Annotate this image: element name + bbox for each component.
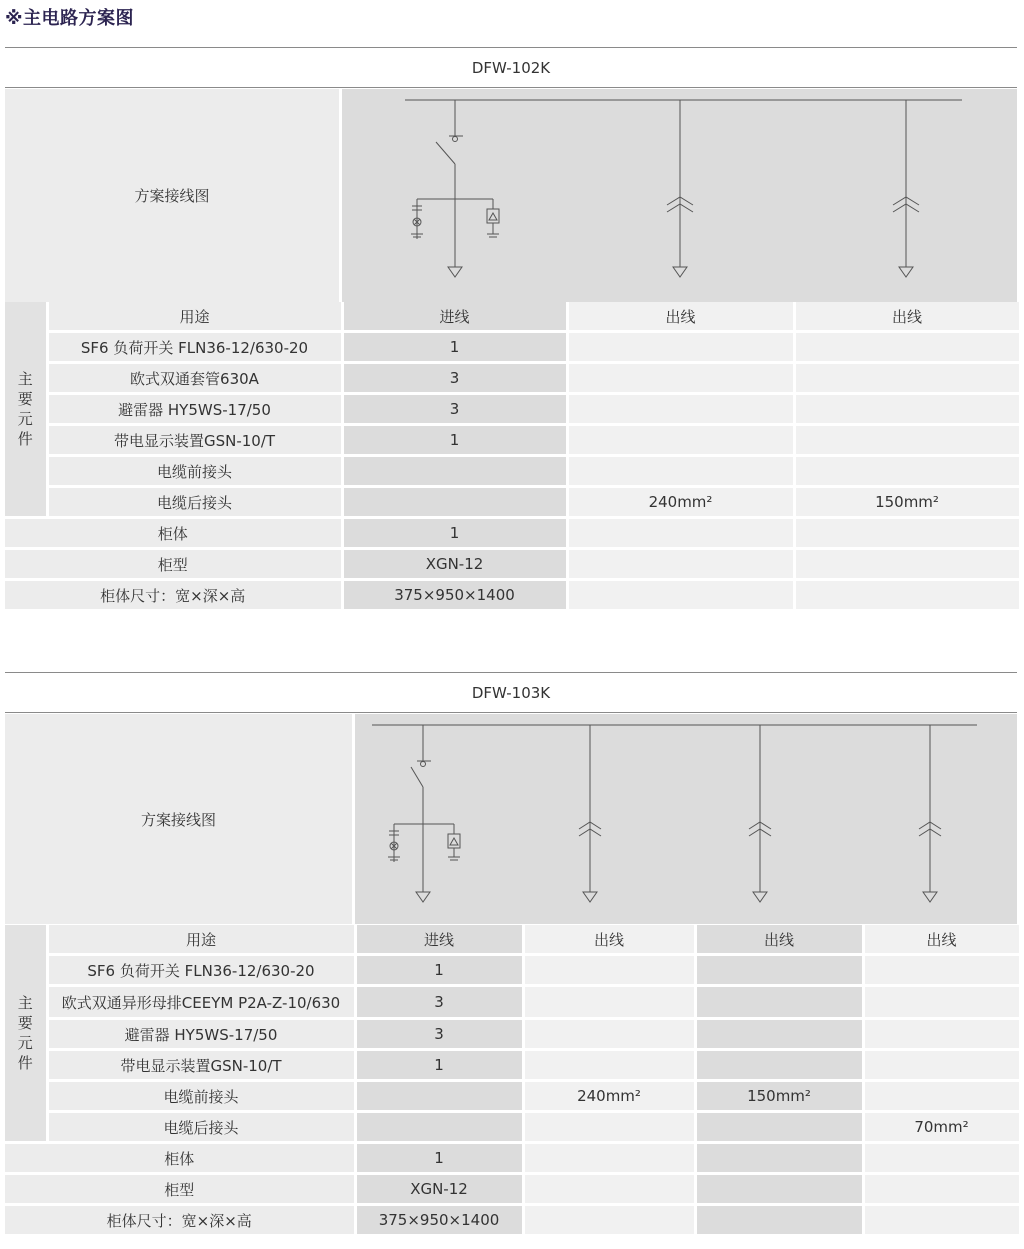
cell bbox=[567, 363, 794, 394]
cell bbox=[794, 332, 1020, 363]
row-label: 欧式双通异形母排CEEYM P2A-Z-10/630 bbox=[47, 986, 355, 1019]
incoming-feeder bbox=[388, 725, 460, 902]
cell: 240mm² bbox=[523, 1081, 695, 1112]
cell bbox=[863, 1143, 1020, 1174]
header-cell: 出线 bbox=[863, 925, 1020, 955]
model-rule bbox=[5, 712, 1017, 713]
cell bbox=[523, 1174, 695, 1205]
cell: 375×950×1400 bbox=[342, 580, 567, 611]
cell bbox=[794, 456, 1020, 487]
scheme-block-dfw-102k bbox=[5, 47, 1017, 613]
cell bbox=[863, 1019, 1020, 1050]
table-row bbox=[5, 955, 1020, 986]
cell bbox=[863, 986, 1020, 1019]
row-label: 电缆后接头 bbox=[47, 1112, 355, 1143]
cell bbox=[342, 487, 567, 518]
cell bbox=[863, 1205, 1020, 1236]
cell: 3 bbox=[342, 363, 567, 394]
cell bbox=[523, 1112, 695, 1143]
cell bbox=[523, 1143, 695, 1174]
header-cell: 用途 bbox=[47, 302, 342, 332]
cell bbox=[523, 986, 695, 1019]
group-label-cell bbox=[5, 925, 47, 1143]
cell bbox=[794, 394, 1020, 425]
row-label: 电缆前接头 bbox=[47, 456, 342, 487]
table-row bbox=[5, 925, 1020, 955]
table-row bbox=[5, 487, 1020, 518]
cell bbox=[567, 456, 794, 487]
cell: 1 bbox=[355, 955, 523, 986]
cell: 1 bbox=[342, 332, 567, 363]
table-row bbox=[5, 1112, 1020, 1143]
cell bbox=[695, 986, 863, 1019]
table-row bbox=[5, 363, 1020, 394]
diagram-label: 方案接线图 bbox=[5, 714, 352, 924]
row-label: 柜体尺寸：宽×深×高 bbox=[5, 1205, 355, 1236]
wiring-diagram-svg bbox=[355, 714, 1017, 924]
page-heading: ※主电路方案图 bbox=[5, 8, 134, 29]
cell bbox=[567, 332, 794, 363]
outgoing-feeder-2 bbox=[749, 725, 771, 902]
cell: 3 bbox=[342, 394, 567, 425]
cell: 1 bbox=[342, 518, 567, 549]
header-cell: 出线 bbox=[567, 302, 794, 332]
cell bbox=[794, 580, 1020, 611]
model-title: DFW-102K bbox=[471, 59, 551, 77]
outgoing-feeder-2 bbox=[893, 100, 919, 277]
cell: 1 bbox=[355, 1143, 523, 1174]
cell: 3 bbox=[355, 986, 523, 1019]
header-cell: 用途 bbox=[47, 925, 355, 955]
cell: 375×950×1400 bbox=[355, 1205, 523, 1236]
row-label: 柜体 bbox=[5, 1143, 355, 1174]
header-cell: 出线 bbox=[794, 302, 1020, 332]
cell bbox=[523, 1050, 695, 1081]
row-label: 柜型 bbox=[5, 549, 342, 580]
cell bbox=[695, 1050, 863, 1081]
table-row bbox=[5, 1174, 1020, 1205]
cell bbox=[523, 1019, 695, 1050]
cell bbox=[342, 456, 567, 487]
table-row bbox=[5, 394, 1020, 425]
model-title: DFW-103K bbox=[471, 684, 551, 702]
cell: 1 bbox=[355, 1050, 523, 1081]
table-row bbox=[5, 302, 1020, 332]
header-cell: 进线 bbox=[355, 925, 523, 955]
table-row bbox=[5, 986, 1020, 1019]
row-label: SF6 负荷开关 FLN36-12/630-20 bbox=[47, 332, 342, 363]
row-label: 带电显示装置GSN-10/T bbox=[47, 425, 342, 456]
top-rule bbox=[5, 672, 1017, 673]
row-label: SF6 负荷开关 FLN36-12/630-20 bbox=[47, 955, 355, 986]
cell bbox=[863, 1081, 1020, 1112]
cell bbox=[695, 1174, 863, 1205]
group-label: 主要元件 bbox=[17, 994, 33, 1072]
group-label-cell bbox=[5, 302, 47, 518]
cell: 240mm² bbox=[567, 487, 794, 518]
table-row bbox=[5, 549, 1020, 580]
cell bbox=[863, 1050, 1020, 1081]
cell bbox=[794, 518, 1020, 549]
row-label: 柜体 bbox=[5, 518, 342, 549]
row-label: 柜体尺寸：宽×深×高 bbox=[5, 580, 342, 611]
header-cell: 出线 bbox=[695, 925, 863, 955]
header-cell: 出线 bbox=[523, 925, 695, 955]
row-label: 电缆后接头 bbox=[47, 487, 342, 518]
top-rule bbox=[5, 47, 1017, 48]
cell: XGN-12 bbox=[342, 549, 567, 580]
cell bbox=[794, 363, 1020, 394]
cell bbox=[695, 1205, 863, 1236]
table-row bbox=[5, 580, 1020, 611]
cell bbox=[567, 425, 794, 456]
model-rule bbox=[5, 87, 1017, 88]
table-row bbox=[5, 1143, 1020, 1174]
cell bbox=[567, 580, 794, 611]
outgoing-feeder-1 bbox=[579, 725, 601, 902]
table-row bbox=[5, 518, 1020, 549]
cell bbox=[355, 1081, 523, 1112]
wiring-diagram bbox=[355, 714, 1017, 924]
cell: 1 bbox=[342, 425, 567, 456]
cell bbox=[794, 425, 1020, 456]
table-row bbox=[5, 1050, 1020, 1081]
table-row bbox=[5, 1019, 1020, 1050]
table-row bbox=[5, 425, 1020, 456]
outgoing-feeder-3 bbox=[919, 725, 941, 902]
cell bbox=[523, 1205, 695, 1236]
cell: 150mm² bbox=[794, 487, 1020, 518]
cell bbox=[863, 955, 1020, 986]
table-row bbox=[5, 1205, 1020, 1236]
row-label: 带电显示装置GSN-10/T bbox=[47, 1050, 355, 1081]
cell: 150mm² bbox=[695, 1081, 863, 1112]
diagram-label: 方案接线图 bbox=[5, 89, 339, 302]
row-label: 柜型 bbox=[5, 1174, 355, 1205]
table-row bbox=[5, 332, 1020, 363]
cell bbox=[695, 1112, 863, 1143]
cell bbox=[567, 549, 794, 580]
cell bbox=[695, 1019, 863, 1050]
cell: 3 bbox=[355, 1019, 523, 1050]
outgoing-feeder-1 bbox=[667, 100, 693, 277]
cell bbox=[695, 1143, 863, 1174]
cell bbox=[567, 518, 794, 549]
table-row bbox=[5, 456, 1020, 487]
cell bbox=[355, 1112, 523, 1143]
table-row bbox=[5, 1081, 1020, 1112]
row-label: 欧式双通套管630A bbox=[47, 363, 342, 394]
wiring-diagram bbox=[342, 89, 1017, 302]
row-label: 电缆前接头 bbox=[47, 1081, 355, 1112]
cell: XGN-12 bbox=[355, 1174, 523, 1205]
cell bbox=[794, 549, 1020, 580]
component-table bbox=[5, 925, 1022, 1237]
cell bbox=[523, 955, 695, 986]
cell bbox=[567, 394, 794, 425]
component-table bbox=[5, 302, 1022, 612]
wiring-diagram-svg bbox=[342, 89, 1017, 302]
row-label: 避雷器 HY5WS-17/50 bbox=[47, 394, 342, 425]
header-cell: 进线 bbox=[342, 302, 567, 332]
cell bbox=[863, 1174, 1020, 1205]
cell bbox=[695, 955, 863, 986]
row-label: 避雷器 HY5WS-17/50 bbox=[47, 1019, 355, 1050]
scheme-block-dfw-103k bbox=[5, 672, 1017, 1246]
incoming-feeder bbox=[411, 100, 499, 277]
cell: 70mm² bbox=[863, 1112, 1020, 1143]
group-label: 主要元件 bbox=[17, 370, 33, 448]
